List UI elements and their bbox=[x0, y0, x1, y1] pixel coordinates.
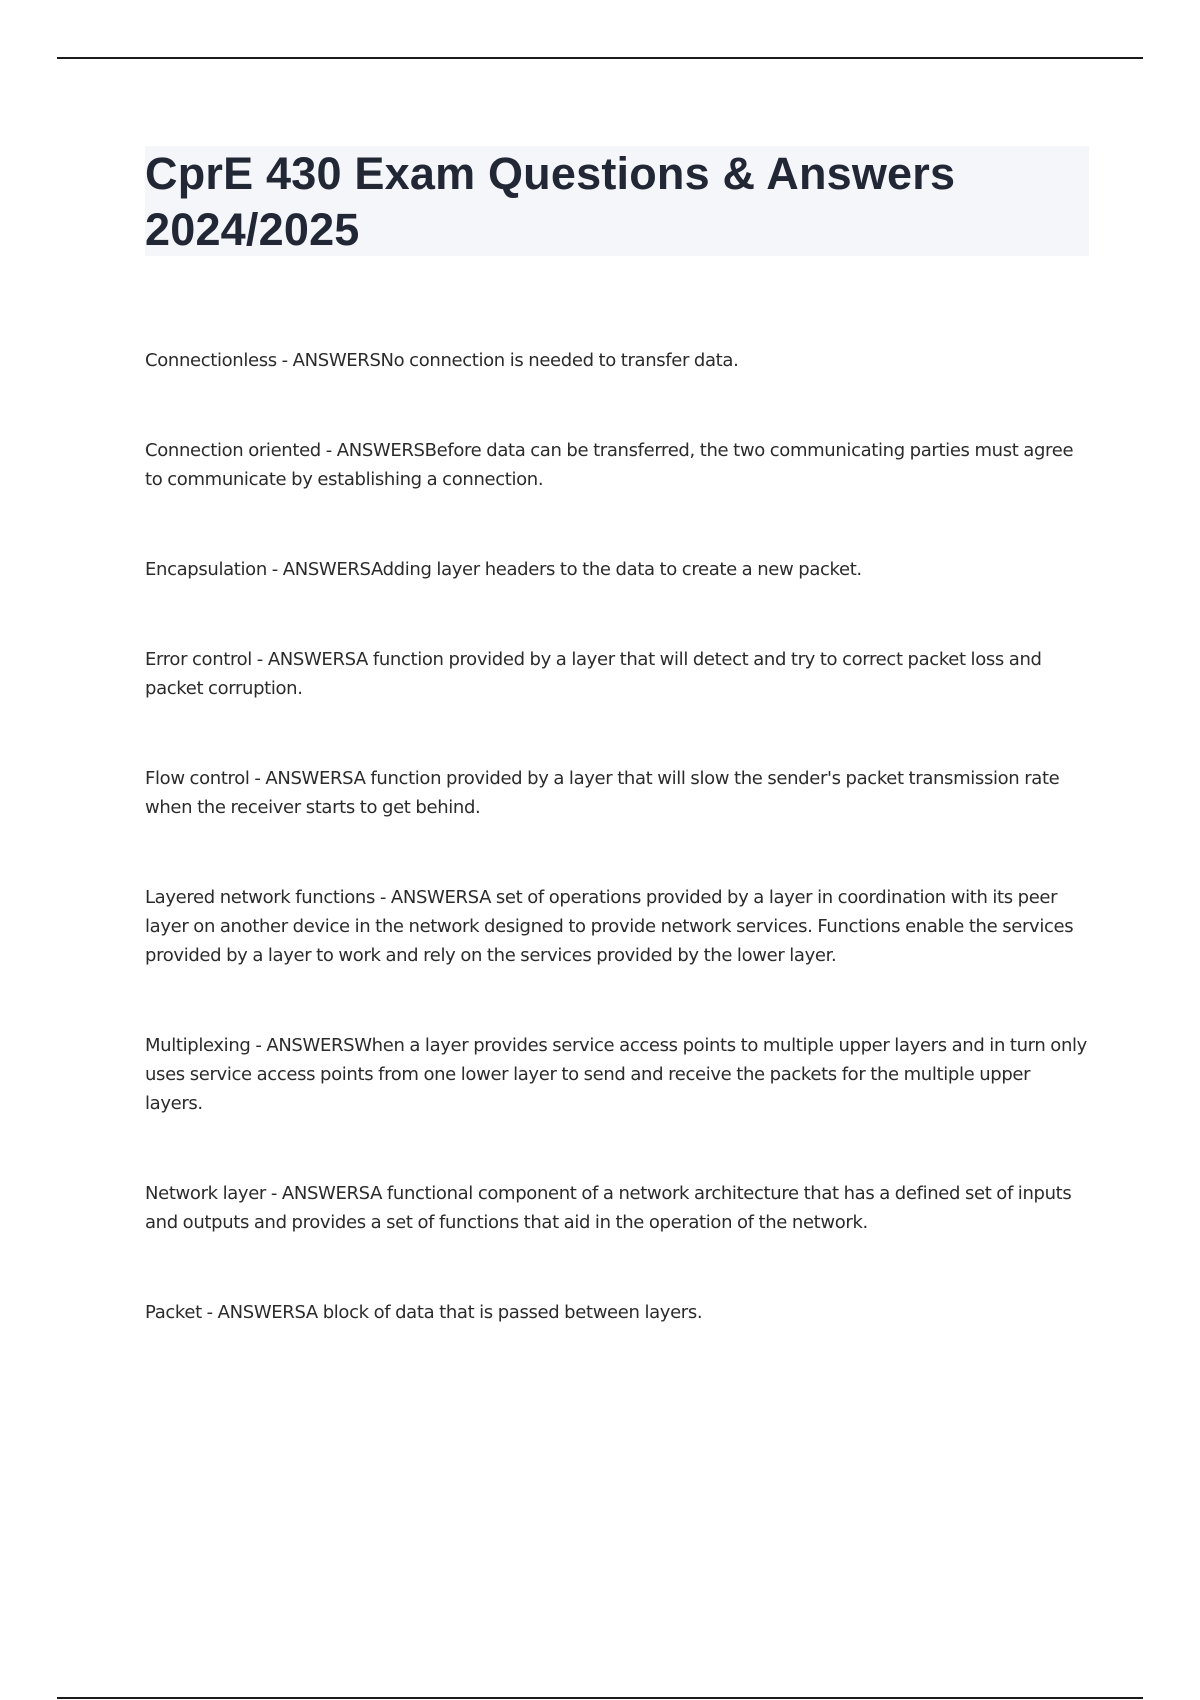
qa-entry-layered-network-functions: Layered network functions - ANSWERSA set of operations provided by a layer in coordination with its peer layer on another device in the network designed to provide network services. Functions enable the services provided by a layer to work and rely on the services provided by the lower layer. bbox=[145, 887, 1074, 966]
qa-entry-multiplexing: Multiplexing - ANSWERSWhen a layer provides service access points to multiple upper layers and in turn only uses service access points from one lower layer to send and receive the packets for the multiple upper layers. bbox=[145, 1035, 1087, 1114]
top-rule bbox=[57, 57, 1143, 59]
qa-entry-packet: Packet - ANSWERSA block of data that is passed between layers. bbox=[145, 1302, 703, 1323]
qa-entry-connectionless: Connectionless - ANSWERSNo connection is needed to transfer data. bbox=[145, 350, 739, 371]
qa-list bbox=[145, 346, 1089, 1327]
title-line-1: CprE 430 Exam Questions & Answers bbox=[145, 148, 956, 199]
title-block bbox=[145, 146, 1089, 256]
qa-entry-error-control: Error control - ANSWERSA function provided by a layer that will detect and try to correct packet loss and packet corruption. bbox=[145, 649, 1042, 699]
title-line-2: 2024/2025 bbox=[145, 204, 360, 255]
page-title bbox=[145, 146, 1089, 258]
qa-entry-network-layer: Network layer - ANSWERSA functional component of a network architecture that has a defined set of inputs and outputs and provides a set of functions that aid in the operation of the network. bbox=[145, 1183, 1072, 1233]
qa-entry-flow-control: Flow control - ANSWERSA function provided by a layer that will slow the sender's packet transmission rate when the receiver starts to get behind. bbox=[145, 768, 1060, 818]
qa-entry-encapsulation: Encapsulation - ANSWERSAdding layer headers to the data to create a new packet. bbox=[145, 559, 862, 580]
bottom-rule bbox=[57, 1697, 1143, 1699]
qa-entry-connection-oriented: Connection oriented - ANSWERSBefore data can be transferred, the two communicating parties must agree to communicate by establishing a connection. bbox=[145, 440, 1074, 490]
